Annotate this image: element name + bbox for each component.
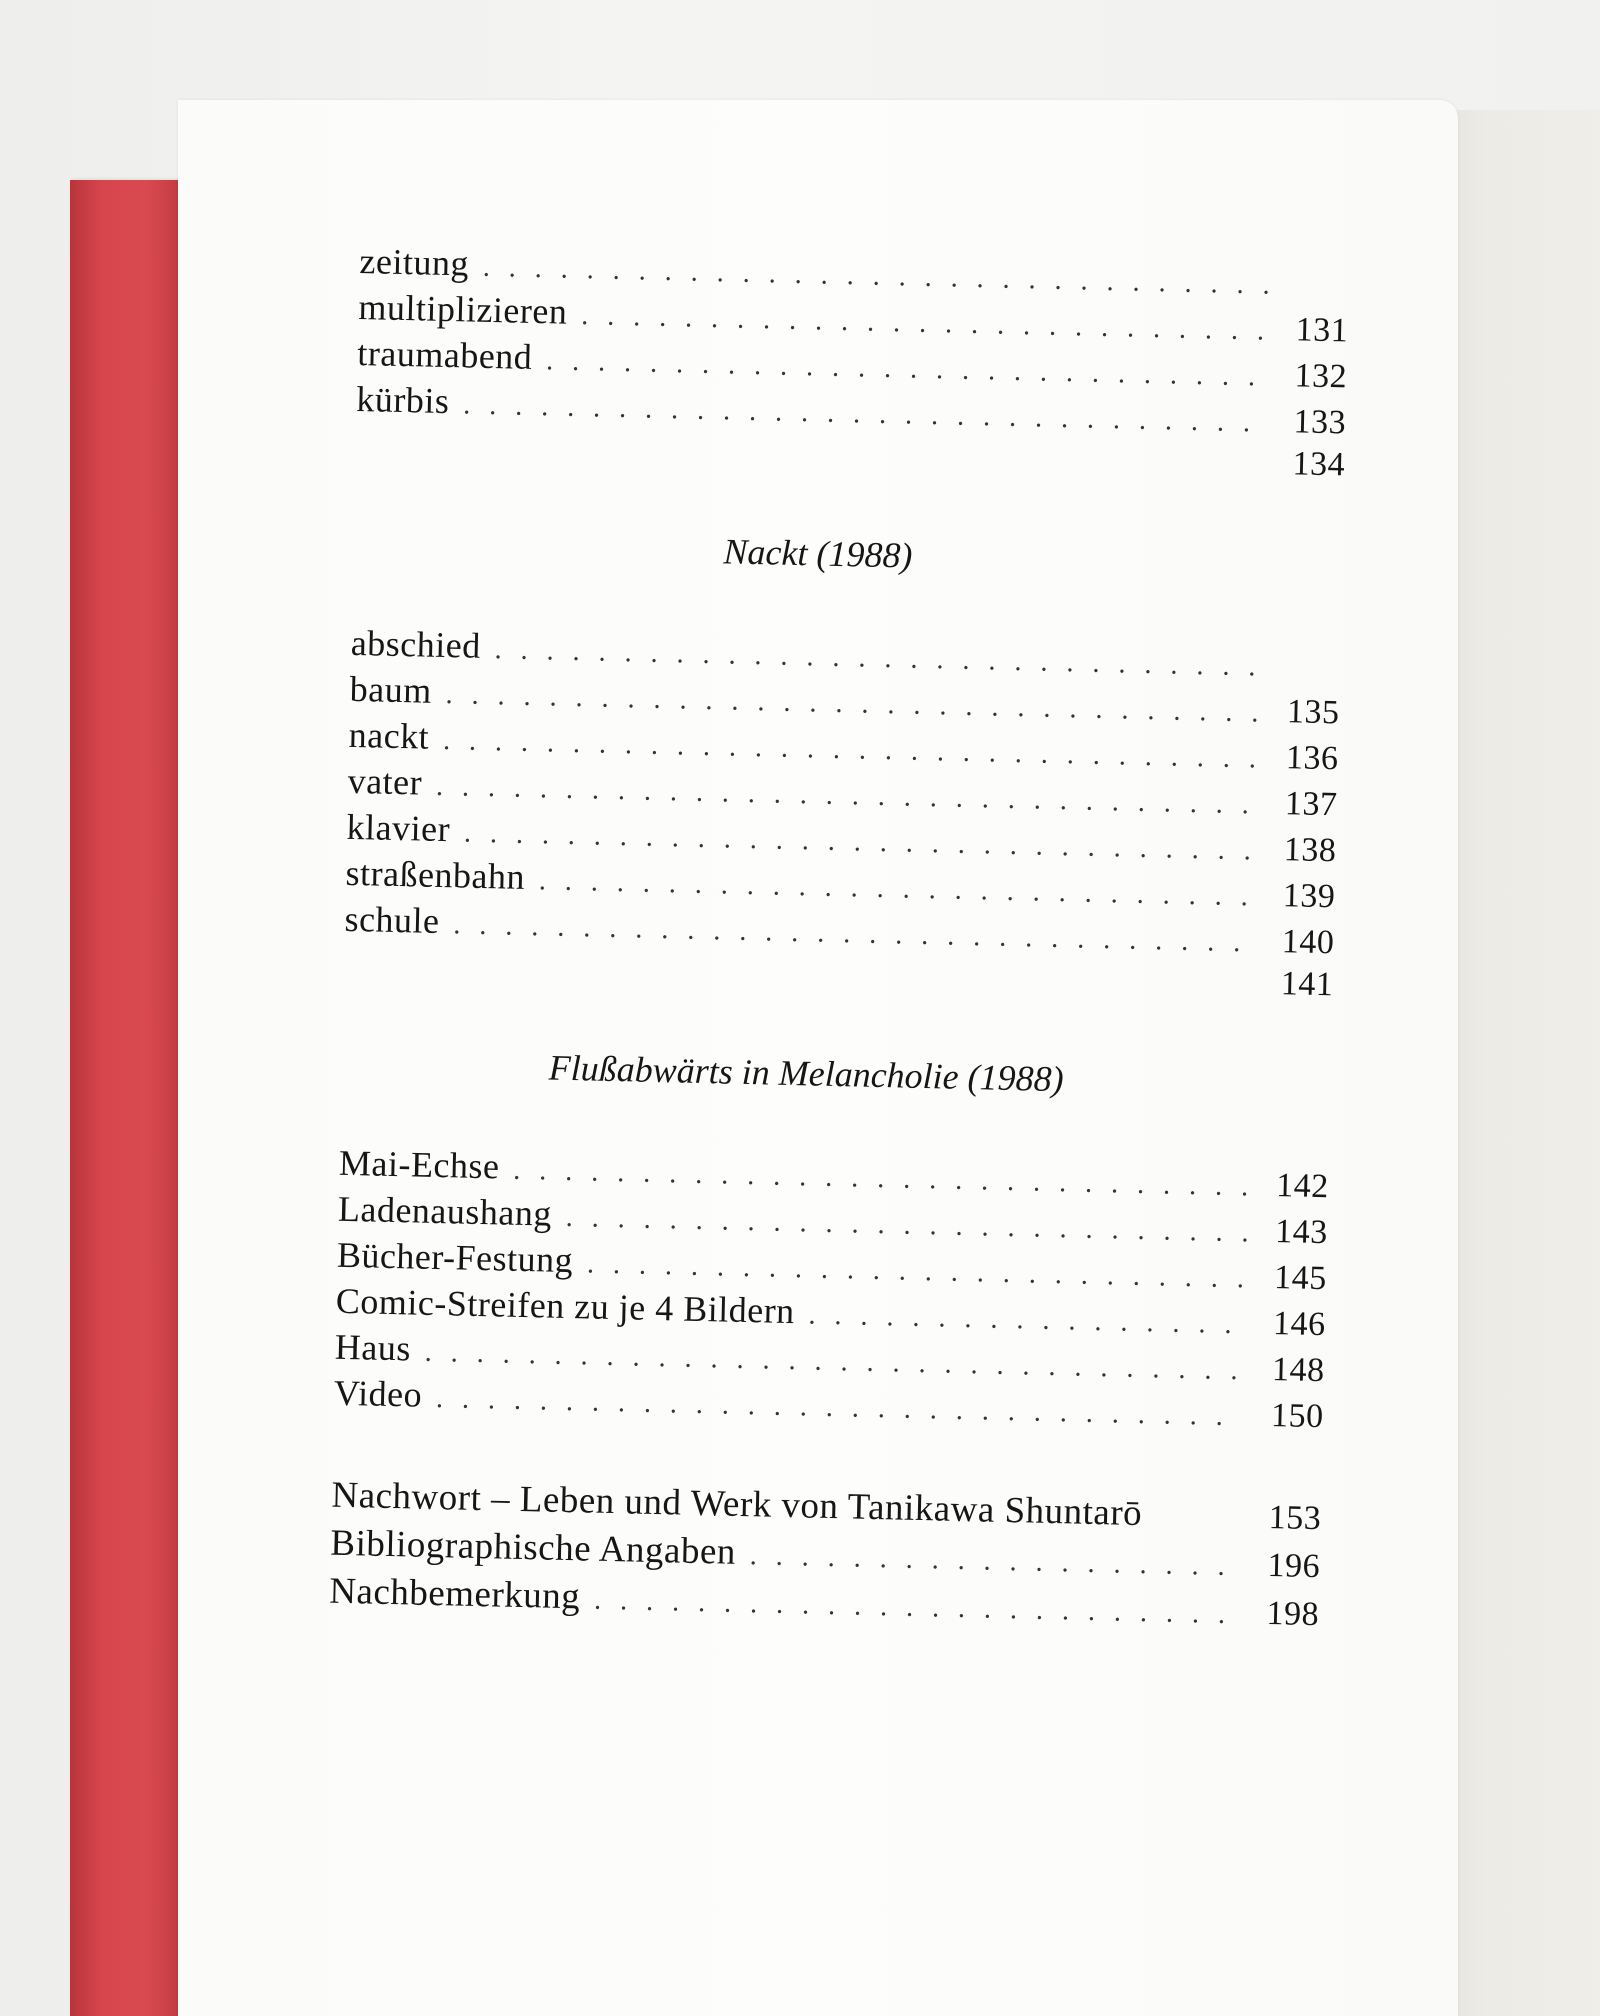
toc-entry-page: 131 [1295,311,1349,350]
toc-entry-page: 139 [1282,877,1336,916]
toc-entry-page: 145 [1273,1259,1328,1298]
toc-entry-page [1274,676,1340,677]
toc-entry-page: 143 [1274,1213,1329,1252]
toc-entry-title: Mai-Echse [338,1142,500,1187]
dot-leader [749,1540,1240,1583]
toc-entry-title: Haus [334,1326,412,1369]
table-of-contents [329,240,1350,1640]
toc-entry-title: abschied [350,622,482,666]
toc-entry-page: 140 [1281,923,1335,962]
toc-entry-page: 142 [1275,1167,1330,1206]
toc-entry-title: Comic-Streifen zu je 4 Bildern [335,1280,796,1332]
toc-entry-page: 132 [1294,357,1348,396]
toc-section-appendix [329,1474,1322,1640]
toc-entry-title: kürbis [355,378,450,422]
toc-entry-title: klavier [346,806,451,850]
toc-entry-page: 138 [1283,831,1337,870]
toc-entry-title: multiplizieren [358,286,568,332]
toc-entry-title: Video [333,1372,423,1415]
toc-entry-title: Nachwort – Leben und Werk von Tanikawa Shuntarō [331,1474,1143,1535]
toc-entry-page [1283,294,1349,295]
toc-entry-page: 196 [1267,1546,1321,1586]
toc-entry-page: 136 [1285,739,1339,778]
dot-leader [808,1299,1246,1341]
toc-entry-title: Bücher-Festung [336,1234,574,1281]
toc-entry-page: 146 [1272,1305,1327,1344]
toc-entry-title: Nachbemerkung [328,1570,581,1618]
toc-entry-page: 137 [1284,785,1338,824]
toc-entry-page: 150 [1270,1396,1324,1436]
toc-entry-page: 148 [1271,1350,1326,1390]
toc-entry-title: baum [349,668,433,711]
toc-entry-title: vater [347,760,423,803]
toc-entry-title: traumabend [356,332,533,377]
toc-entry-title: Bibliographische Angaben [329,1522,737,1573]
section-heading: Flußabwärts in Melancholie (1988) [548,1047,1065,1100]
dot-leader [436,1383,1244,1433]
toc-entry-title: nackt [348,714,430,757]
toc-entry-title: Ladenaushang [337,1188,553,1234]
toc-entry-title: straßenbahn [345,852,526,897]
toc-entry-page: 198 [1266,1594,1320,1634]
dot-leader [594,1585,1240,1632]
facing-page [1440,110,1600,2016]
toc-entry-page: 133 [1293,403,1347,442]
toc-section-3 [333,1142,1329,1440]
toc-entry-page: 135 [1286,693,1340,732]
toc-entry-page: 141 [1280,965,1334,1004]
toc-entry-title: schule [344,898,440,941]
toc-section-2 [343,622,1341,1012]
section-heading: Nackt (1988) [723,531,913,576]
toc-entry-title: zeitung [359,240,470,284]
toc-section-1 [355,240,1350,492]
toc-entry-page: 153 [1268,1498,1322,1538]
toc-entry-page: 134 [1292,445,1346,484]
red-book-cover [70,180,178,2016]
